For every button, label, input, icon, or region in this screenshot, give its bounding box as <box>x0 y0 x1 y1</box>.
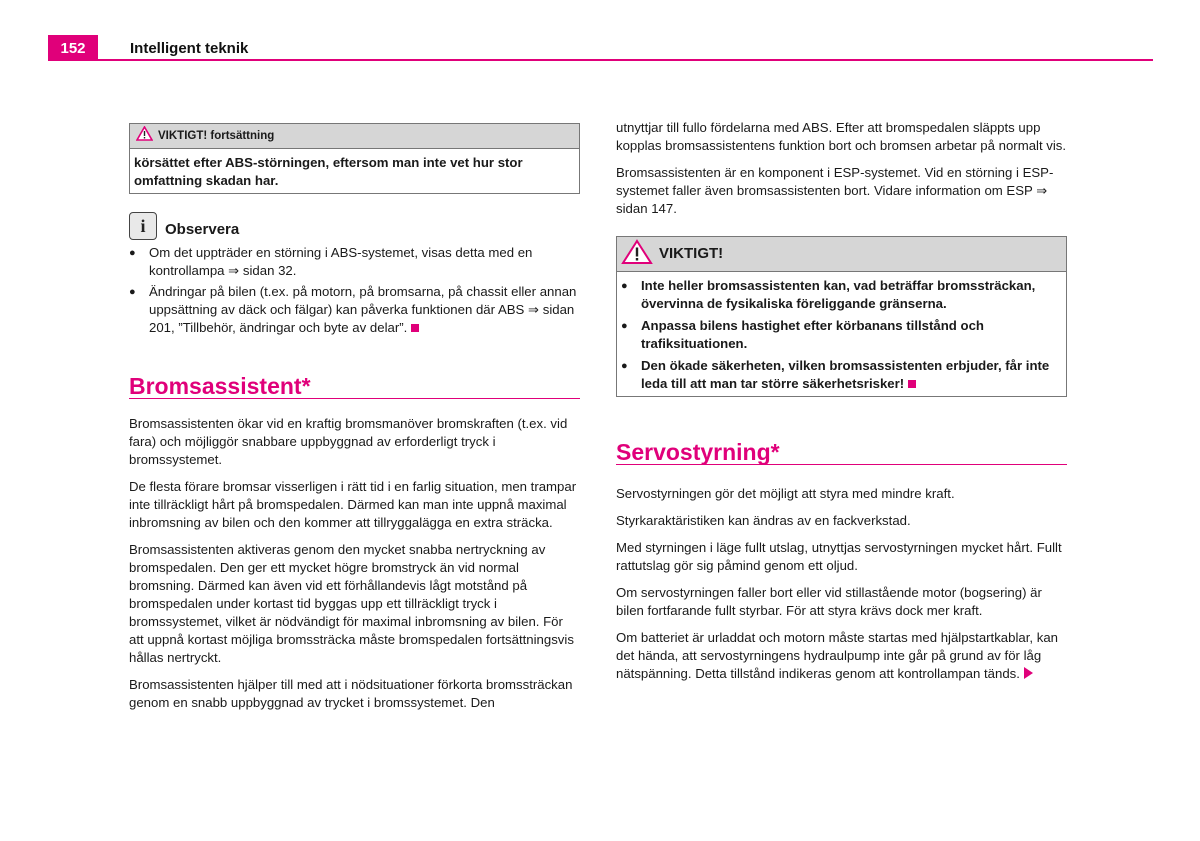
warning-box <box>616 236 1067 397</box>
warning-header <box>617 237 1066 272</box>
paragraph: Med styrningen i läge fullt utslag, utnyttjas servostyrningen mycket hårt. Fullt rattutslag gör sig påmind genom ett oljud. <box>616 540 1062 573</box>
warning-title: VIKTIGT! <box>659 245 724 262</box>
paragraph: Bromsassistenten aktiveras genom den mycket snabba nertryckning av bromspedalen. Den ger ett mycket högre bromstryck än vid normal bromsning. Därmed kan även vid ett förhållandevis lågt motstånd på bromspedalen under kortast tid byggas upp ett tillräckligt tryck i bromssystemet, vilket är nödvändigt för maximal inbromsning av bilen. För att uppnå kortast möjliga bromssträcka måste bromspedalen fortsättningsvis hållas nertryckt. <box>129 542 574 665</box>
bullet-icon: ● <box>621 280 628 292</box>
note-header <box>129 212 580 240</box>
bullet-icon: ● <box>129 286 136 298</box>
left-column <box>129 123 580 721</box>
warning-triangle-icon <box>621 239 653 270</box>
warning-continued-header <box>130 124 579 149</box>
paragraph: Om servostyrningen faller bort eller vid stillastående motor (bogsering) är bilen fortfarande fullt styrbar. För att styra krävs dock mer kraft. <box>616 585 1042 618</box>
paragraph: Styrkaraktäristiken kan ändras av en fackverkstad. <box>616 513 911 528</box>
warning-continued-box <box>129 123 580 194</box>
warning-continued-title: VIKTIGT! fortsättning <box>158 130 275 142</box>
paragraph: utnyttjar till fullo fördelarna med ABS. Efter att bromspedalen släppts upp kopplas bromsassistentens funktion bort och bromsen arbetar på normalt vis. <box>616 120 1067 153</box>
note-bullet-text: Ändringar på bilen (t.ex. på motorn, på bromsarna, på chassit eller annan uppsättning av däck och fälgar) kan påverka funktionen där ABS ⇒ sidan 201, ”Tillbehör, ändringar och byte av delar”. <box>149 284 577 335</box>
warning-bullet <box>621 277 1062 313</box>
header-rule <box>48 59 1153 61</box>
paragraph: Om batteriet är urladdat och motorn måste startas med hjälpstartkablar, kan det hända, att servostyrningens hydraulpump inte går på grund av för låg nätspänning. Detta tillstånd indikeras genom att kontrollampan tänds. <box>616 630 1058 681</box>
page-number: 152 <box>48 35 98 60</box>
section-title-servostyrning: Servostyrning* <box>616 443 1067 465</box>
warning-bullet-text: Inte heller bromsassistenten kan, vad beträffar bromssträckan, övervinna de fysikaliska föreliggande gränserna. <box>641 278 1036 311</box>
warning-continued-body: körsättet efter ABS-störningen, eftersom man inte vet hur stor omfattning skadan har. <box>134 155 523 188</box>
warning-bullet <box>621 317 1062 353</box>
paragraph: Bromsassistenten är en komponent i ESP-systemet. Vid en störning i ESP-systemet faller även bromsassistenten bort. Vidare information om ESP ⇒ sidan 147. <box>616 165 1054 216</box>
note-title: Observera <box>165 221 240 238</box>
note-bullet <box>129 244 580 280</box>
warning-triangle-icon <box>136 126 153 146</box>
bullet-icon: ● <box>621 320 628 332</box>
continue-arrow-icon <box>1024 667 1033 679</box>
info-note-icon: i <box>129 212 157 240</box>
section-title-bromsassistent: Bromsassistent* <box>129 377 580 399</box>
paragraph: Bromsassistenten hjälper till med att i nödsituationer förkorta bromssträckan genom en snabb uppbyggnad av trycket i bromssystemet. Den <box>129 677 573 710</box>
warning-bullet-text: Anpassa bilens hastighet efter körbanans tillstånd och trafiksituationen. <box>641 318 984 351</box>
warning-bullet-text: Den ökade säkerheten, vilken bromsassistenten erbjuder, får inte leda till att man tar större säkerhetsrisker! <box>641 358 1050 391</box>
warning-bullet <box>621 357 1062 393</box>
chapter-title: Intelligent teknik <box>130 40 249 57</box>
note-bullet-text: Om det uppträder en störning i ABS-systemet, visas detta med en kontrollampa ⇒ sidan 32. <box>149 245 533 278</box>
bullet-icon: ● <box>621 360 628 372</box>
note-bullet <box>129 283 580 337</box>
note-block <box>129 212 580 337</box>
bullet-icon: ● <box>129 247 136 259</box>
paragraph: De flesta förare bromsar visserligen i rätt tid i en farlig situation, men trampar inte tillräckligt hårt på bromspedalen. Därmed kan man inte uppnå maximal inbromsning av bilen och den kommer att tillryggalägga en extra sträcka. <box>129 479 577 530</box>
end-square-icon <box>411 324 419 332</box>
right-column <box>616 119 1067 692</box>
warning-body <box>617 272 1066 396</box>
end-square-icon <box>908 380 916 388</box>
paragraph: Servostyrningen gör det möjligt att styra med mindre kraft. <box>616 486 955 501</box>
paragraph: Bromsassistenten ökar vid en kraftig bromsmanöver bromskraften (t.ex. vid fara) och möjliggör snabbare uppbyggnad av erforderligt tryck i bromssystemet. <box>129 416 568 467</box>
